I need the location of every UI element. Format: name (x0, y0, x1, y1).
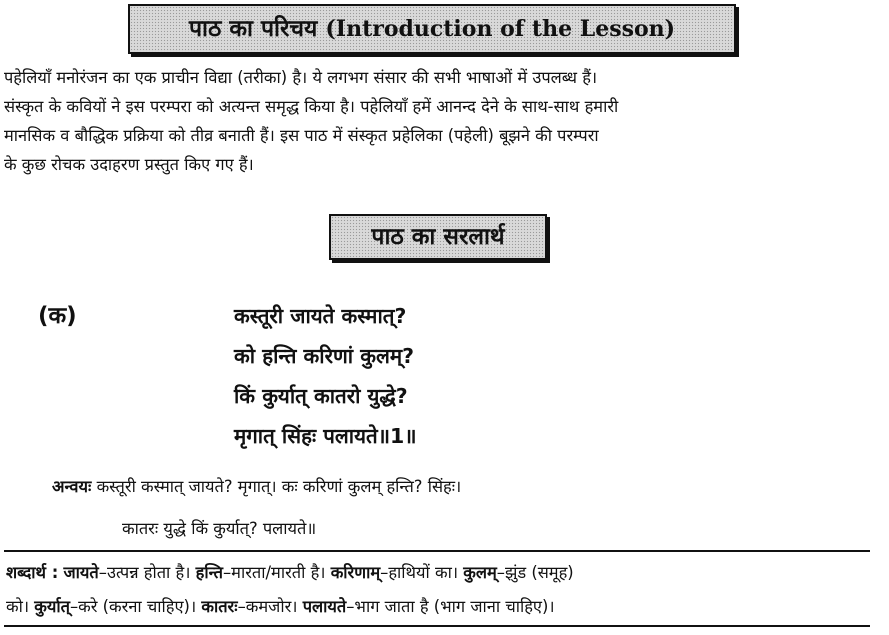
shabdarth-word: जायते (63, 563, 99, 582)
shabdarth-meaning: –उत्पन्न होता है। (98, 563, 196, 582)
divider-bottom (4, 625, 870, 627)
shabdarth-word: हन्ति (195, 563, 223, 582)
intro-line: पहेलियाँ मनोरंजन का एक प्राचीन विद्या (तरीका) है। ये लगभग संसार की सभी भाषाओं में उपलब्ध हैं। (4, 68, 598, 87)
anvay-label: अन्वयः (52, 477, 92, 496)
intro-heading (128, 4, 736, 54)
intro-line: मानसिक व बौद्धिक प्रक्रिया को तीव्र बनाती हैं। इस पाठ में संस्कृत प्रहेलिका (पहेली) बूझने की परम्परा (4, 126, 599, 145)
shabdarth-word: करिणाम् (330, 563, 381, 582)
verse-line: मृगात् सिंहः पलायते॥1॥ (234, 424, 417, 448)
anvay-line-2: कातरः युद्धे किं कुर्यात्? पलायते॥ (122, 519, 317, 538)
intro-paragraph (4, 63, 870, 179)
verse-line: को हन्ति करिणां कुलम्? (234, 344, 415, 368)
shabdarth-meaning: –कमजोर। (237, 597, 303, 616)
shabdarth-line-2 (6, 590, 872, 624)
shabdarth-word: कुलम् (463, 563, 497, 582)
intro-line: के कुछ रोचक उदाहरण प्रस्तुत किए गए हैं। (4, 155, 254, 174)
anvay-line-1 (52, 466, 461, 508)
shabdarth-meaning: –भाग जाता है (भाग जाना चाहिए)। (346, 597, 555, 616)
verse-label: (क) (38, 303, 77, 329)
shabdarth-block (6, 556, 872, 624)
anvay-block (52, 466, 461, 550)
shabdarth-word: कातरः (201, 597, 238, 616)
shabdarth-line-1 (6, 556, 872, 590)
shabdarth-meaning: –करे (करना चाहिए)। (69, 597, 202, 616)
anvay-text: कस्तूरी कस्मात् जायते? मृगात्। कः करिणां कुलम् हन्ति? सिंहः। (91, 477, 462, 496)
shabdarth-word: पलायते (302, 597, 347, 616)
sarlarth-heading: पाठ का सरलार्थ (329, 214, 547, 260)
shabdarth-meaning: –मारता/मारती है। (222, 563, 331, 582)
verse-line: किं कुर्यात् कातरो युद्धे? (234, 384, 408, 408)
divider-top (4, 550, 870, 552)
shabdarth-continuation: को। (6, 597, 35, 616)
intro-line: संस्कृत के कवियों ने इस परम्परा को अत्यन्त समृद्ध किया है। पहेलियाँ हमें आनन्द देने के साथ-साथ हमारी (4, 97, 619, 116)
shabdarth-meaning: –हाथियों का। (380, 563, 464, 582)
intro-heading-hindi: पाठ का परिचय (188, 16, 318, 42)
shabdarth-meaning: –झुंड (समूह) (496, 563, 574, 582)
shabdarth-label: शब्दार्थ : (6, 563, 59, 582)
intro-heading-english: (Introduction of the Lesson) (325, 16, 676, 42)
shabdarth-word: कुर्यात् (34, 597, 70, 616)
verse-line: कस्तूरी जायते कस्मात्? (234, 304, 407, 328)
verse-block (234, 296, 417, 456)
